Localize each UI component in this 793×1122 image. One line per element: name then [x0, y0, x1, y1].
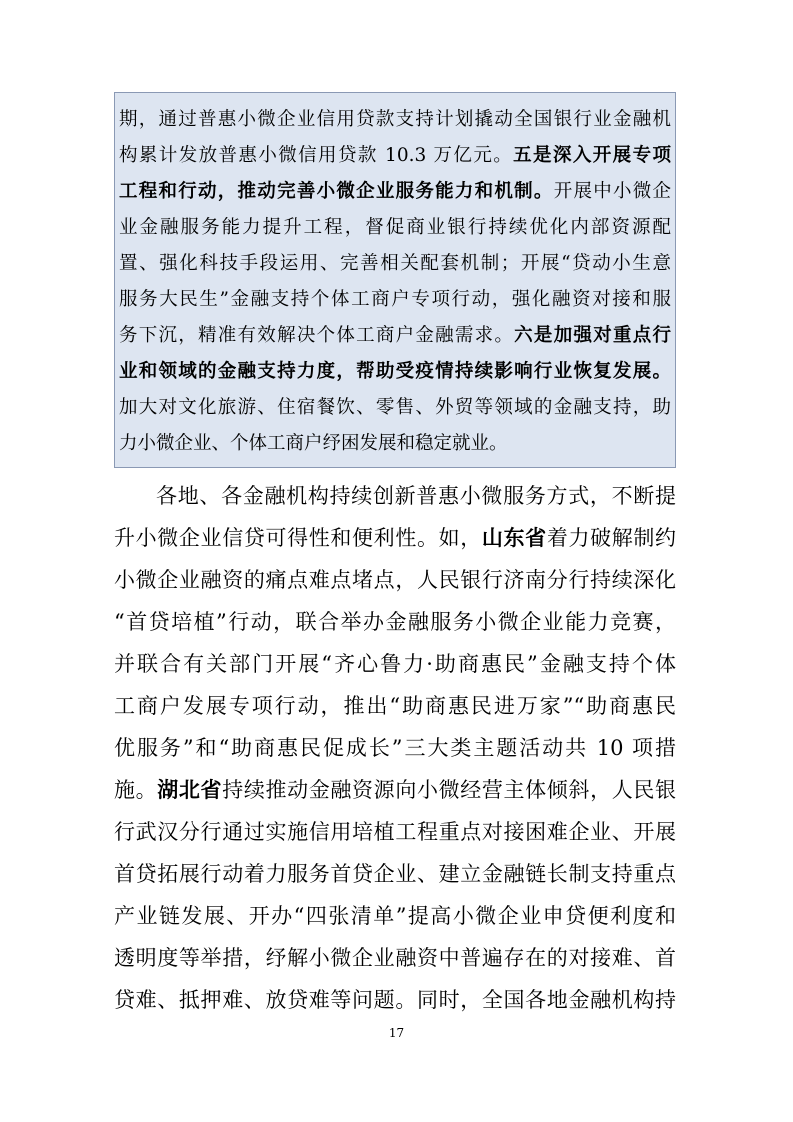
box-line [119, 105, 671, 135]
text-run: 构累计发放普惠小微信用贷款 10.3 万亿元。 [119, 145, 514, 166]
text-run: 行武汉分行通过实施信用培植工程重点对接困难企业、开展 [114, 820, 676, 844]
text-run: “首贷培植”行动，联合举办金融服务小微企业能力竞赛， [114, 610, 676, 634]
paragraph-line [114, 856, 676, 892]
paragraph-line [114, 478, 676, 514]
box-line [119, 249, 671, 279]
box-line [119, 177, 671, 207]
text-run: 业金融服务能力提升工程，督促商业银行持续优化内部资源配 [119, 217, 671, 238]
bold-text-run: 五是深入开展专项 [513, 145, 671, 166]
text-run: 力小微企业、个体工商户纾困发展和稳定就业。 [119, 433, 508, 454]
box-line [119, 393, 671, 423]
box-line [119, 213, 671, 243]
highlight-box [114, 92, 676, 468]
bold-text-run: 工程和行动，推动完善小微企业服务能力和机制。 [119, 181, 554, 202]
text-run: 工商户发展专项行动，推出“助商惠民进万家”“助商惠民 [114, 694, 676, 718]
box-line [119, 285, 671, 315]
text-run: 产业链发展、开办“四张清单”提高小微企业申贷便利度和 [114, 904, 676, 928]
text-run: 着力破解制约 [546, 526, 676, 550]
bold-text-run: 山东省 [481, 525, 547, 550]
box-line [119, 141, 671, 171]
paragraph-line [114, 940, 676, 976]
text-run: 优服务”和“助商惠民促成长”三大类主题活动共 10 项措 [114, 736, 676, 760]
text-run: 贷难、抵押难、放贷难等问题。同时，全国各地金融机构持 [114, 988, 676, 1012]
text-run: 加大对文化旅游、住宿餐饮、零售、外贸等领域的金融支持，助 [119, 397, 671, 418]
paragraph-line [114, 982, 676, 1018]
text-run: 开展中小微企 [553, 181, 671, 202]
text-run: 持续推动金融资源向小微经营主体倾斜，人民银 [222, 778, 676, 802]
text-run: 置、强化科技手段运用、完善相关配套机制；开展“贷动小生意 [119, 253, 671, 274]
paragraph-line [114, 604, 676, 640]
bold-text-run: 业和领域的金融支持力度，帮助受疫情持续影响行业恢复发展。 [119, 361, 671, 382]
paragraph-line [114, 646, 676, 682]
bold-text-run: 六是加强对重点行 [514, 325, 671, 346]
paragraph-line [114, 898, 676, 934]
text-run: 升小微企业信贷可得性和便利性。如， [114, 526, 482, 550]
paragraph-line [114, 688, 676, 724]
text-run: 并联合有关部门开展“齐心鲁力·助商惠民”金融支持个体 [114, 652, 676, 676]
box-line [119, 321, 671, 351]
box-line [119, 429, 671, 459]
paragraph-line [114, 772, 676, 808]
text-run: 透明度等举措，纾解小微企业融资中普遍存在的对接难、首 [114, 946, 676, 970]
paragraph-line [114, 730, 676, 766]
bold-text-run: 湖北省 [157, 777, 223, 802]
text-run: 各地、各金融机构持续创新普惠小微服务方式，不断提 [156, 484, 676, 508]
text-run: 期，通过普惠小微企业信用贷款支持计划撬动全国银行业金融机 [119, 109, 671, 130]
text-run: 服务大民生”金融支持个体工商户专项行动，强化融资对接和服 [119, 289, 671, 310]
paragraph-line [114, 562, 676, 598]
paragraph-line [114, 520, 676, 556]
text-run: 务下沉，精准有效解决个体工商户金融需求。 [119, 325, 515, 346]
page-number: 17 [388, 1026, 405, 1040]
paragraph-line [114, 814, 676, 850]
text-run: 首贷拓展行动着力服务首贷企业、建立金融链长制支持重点 [114, 862, 676, 886]
text-run: 施。 [114, 778, 158, 802]
box-line [119, 357, 671, 387]
text-run: 小微企业融资的痛点难点堵点，人民银行济南分行持续深化 [114, 568, 676, 592]
